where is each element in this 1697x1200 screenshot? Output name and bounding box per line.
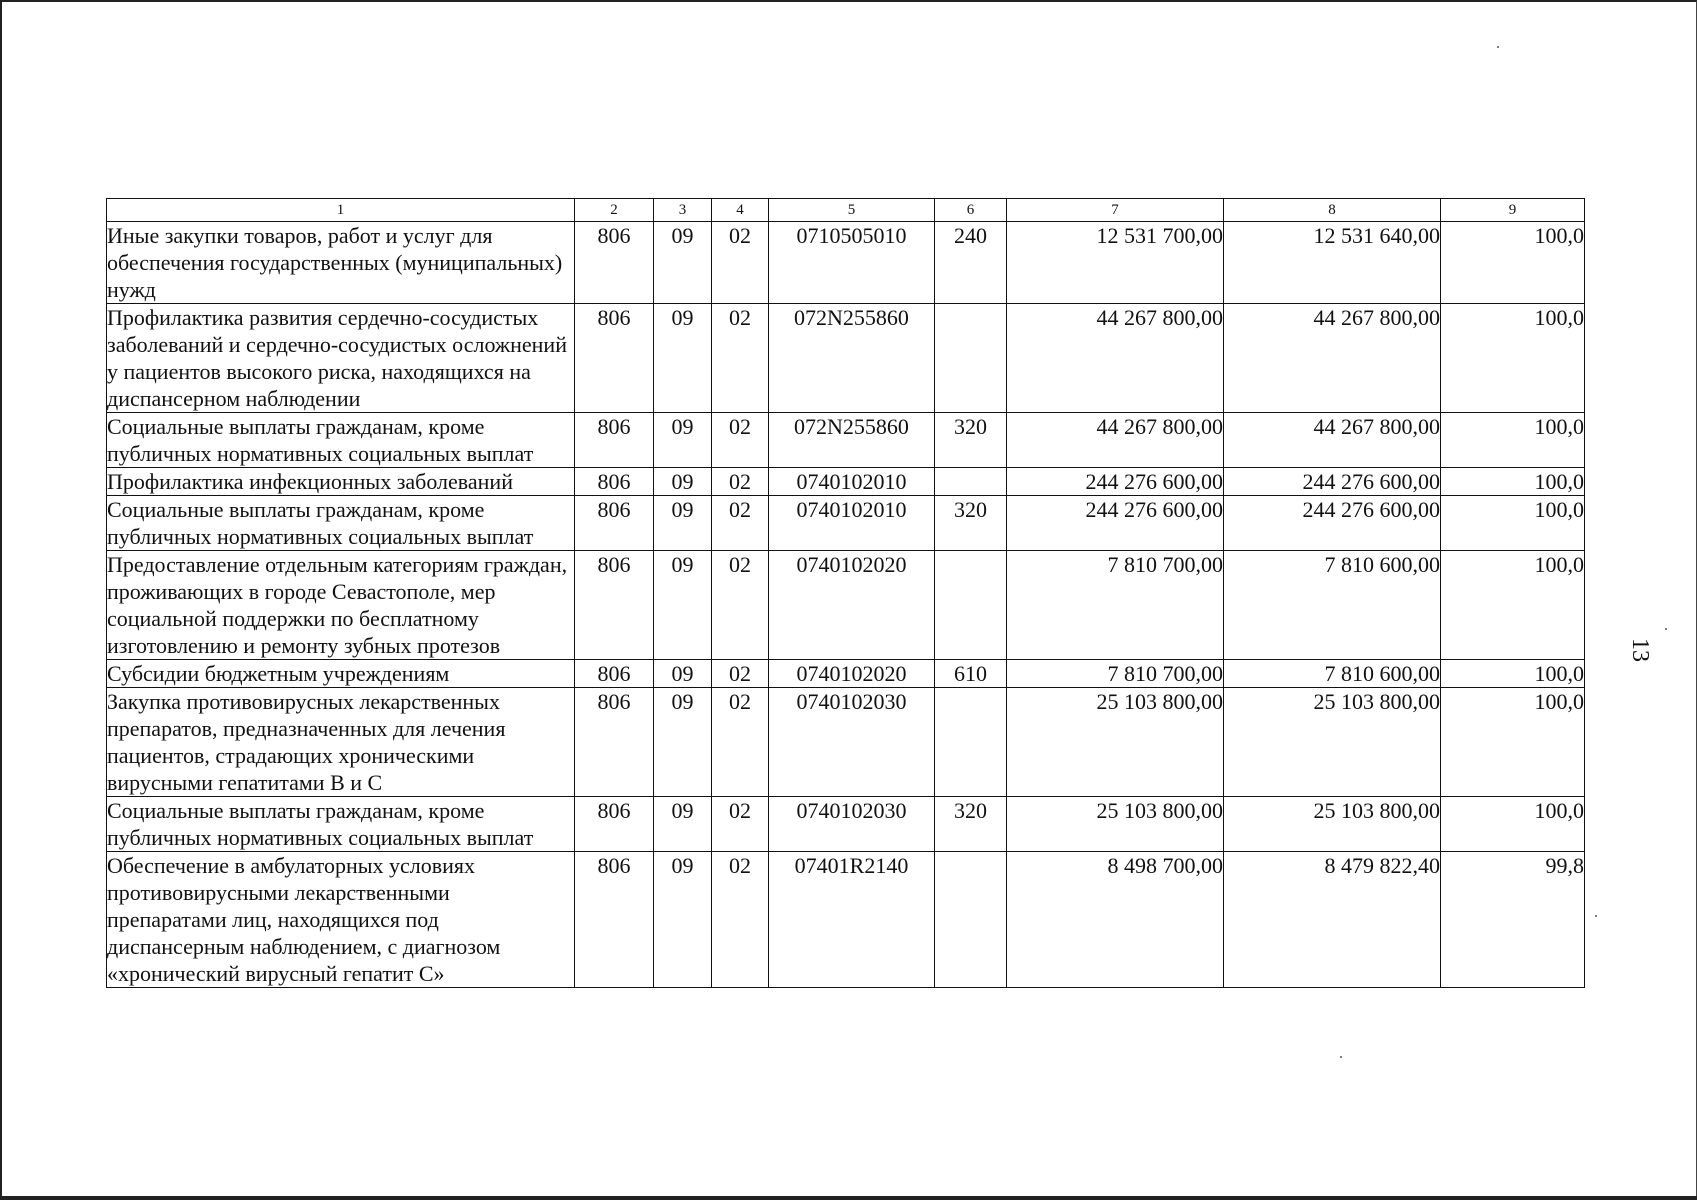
subsection-code-cell: 02 xyxy=(712,222,769,304)
ministry-code-cell: 806 xyxy=(575,551,654,660)
execution-percent-cell: 100,0 xyxy=(1441,688,1585,797)
target-article-cell: 0740102030 xyxy=(769,797,935,852)
scan-speck xyxy=(1497,46,1499,48)
ministry-code-cell: 806 xyxy=(575,852,654,988)
item-name-cell: Социальные выплаты гражданам, кроме публичных нормативных социальных выплат xyxy=(107,496,575,551)
section-code-cell: 09 xyxy=(654,660,712,688)
executed-amount-cell: 244 276 600,00 xyxy=(1224,496,1441,551)
planned-amount-cell: 25 103 800,00 xyxy=(1007,797,1224,852)
section-code-cell: 09 xyxy=(654,468,712,496)
column-number-1: 1 xyxy=(107,199,575,222)
expense-type-cell xyxy=(935,468,1007,496)
executed-amount-cell: 12 531 640,00 xyxy=(1224,222,1441,304)
column-number-5: 5 xyxy=(769,199,935,222)
ministry-code-cell: 806 xyxy=(575,797,654,852)
execution-percent-cell: 100,0 xyxy=(1441,496,1585,551)
column-number-3: 3 xyxy=(654,199,712,222)
execution-percent-cell: 100,0 xyxy=(1441,304,1585,413)
expense-type-cell: 320 xyxy=(935,496,1007,551)
scan-bottom-edge xyxy=(0,1196,1697,1200)
section-code-cell: 09 xyxy=(654,496,712,551)
scan-speck xyxy=(1340,1056,1342,1058)
planned-amount-cell: 44 267 800,00 xyxy=(1007,413,1224,468)
planned-amount-cell: 44 267 800,00 xyxy=(1007,304,1224,413)
item-name-cell: Социальные выплаты гражданам, кроме публичных нормативных социальных выплат xyxy=(107,413,575,468)
subsection-code-cell: 02 xyxy=(712,660,769,688)
planned-amount-cell: 7 810 700,00 xyxy=(1007,660,1224,688)
ministry-code-cell: 806 xyxy=(575,468,654,496)
table-row xyxy=(107,797,1585,852)
planned-amount-cell: 7 810 700,00 xyxy=(1007,551,1224,660)
executed-amount-cell: 8 479 822,40 xyxy=(1224,852,1441,988)
ministry-code-cell: 806 xyxy=(575,660,654,688)
execution-percent-cell: 100,0 xyxy=(1441,797,1585,852)
ministry-code-cell: 806 xyxy=(575,304,654,413)
executed-amount-cell: 244 276 600,00 xyxy=(1224,468,1441,496)
target-article-cell: 0740102010 xyxy=(769,496,935,551)
expense-type-cell xyxy=(935,688,1007,797)
item-name-cell: Иные закупки товаров, работ и услуг для обеспечения государственных (муниципальных) нужд xyxy=(107,222,575,304)
item-name-cell: Профилактика инфекционных заболеваний xyxy=(107,468,575,496)
planned-amount-cell: 8 498 700,00 xyxy=(1007,852,1224,988)
execution-percent-cell: 100,0 xyxy=(1441,413,1585,468)
column-number-9: 9 xyxy=(1441,199,1585,222)
table-row xyxy=(107,468,1585,496)
planned-amount-cell: 244 276 600,00 xyxy=(1007,496,1224,551)
subsection-code-cell: 02 xyxy=(712,304,769,413)
ministry-code-cell: 806 xyxy=(575,222,654,304)
scan-speck xyxy=(1665,628,1667,630)
table-row xyxy=(107,222,1585,304)
table-row xyxy=(107,688,1585,797)
item-name-cell: Социальные выплаты гражданам, кроме публичных нормативных социальных выплат xyxy=(107,797,575,852)
item-name-cell: Обеспечение в амбулаторных условиях противовирусными лекарственными препаратами лиц, находящихся под диспансерным наблюдением, с диагнозом «хронический вирусный гепатит С» xyxy=(107,852,575,988)
column-number-7: 7 xyxy=(1007,199,1224,222)
table-header xyxy=(107,199,1585,222)
item-name-cell: Профилактика развития сердечно-сосудистых заболеваний и сердечно-сосудистых осложнений у пациентов высокого риска, находящихся на диспансерном наблюдении xyxy=(107,304,575,413)
planned-amount-cell: 244 276 600,00 xyxy=(1007,468,1224,496)
subsection-code-cell: 02 xyxy=(712,852,769,988)
section-code-cell: 09 xyxy=(654,797,712,852)
execution-percent-cell: 100,0 xyxy=(1441,222,1585,304)
target-article-cell: 0740102030 xyxy=(769,688,935,797)
section-code-cell: 09 xyxy=(654,413,712,468)
subsection-code-cell: 02 xyxy=(712,688,769,797)
page-number: 13 xyxy=(1627,638,1653,662)
subsection-code-cell: 02 xyxy=(712,468,769,496)
target-article-cell: 0740102020 xyxy=(769,660,935,688)
expense-type-cell: 320 xyxy=(935,797,1007,852)
expense-type-cell: 240 xyxy=(935,222,1007,304)
target-article-cell: 0710505010 xyxy=(769,222,935,304)
section-code-cell: 09 xyxy=(654,551,712,660)
table-row xyxy=(107,852,1585,988)
subsection-code-cell: 02 xyxy=(712,797,769,852)
executed-amount-cell: 25 103 800,00 xyxy=(1224,797,1441,852)
execution-percent-cell: 100,0 xyxy=(1441,660,1585,688)
table-row xyxy=(107,304,1585,413)
executed-amount-cell: 44 267 800,00 xyxy=(1224,304,1441,413)
execution-percent-cell: 99,8 xyxy=(1441,852,1585,988)
executed-amount-cell: 7 810 600,00 xyxy=(1224,551,1441,660)
item-name-cell: Закупка противовирусных лекарственных препаратов, предназначенных для лечения пациентов, страдающих хроническими вирусными гепатитами В и С xyxy=(107,688,575,797)
table-row xyxy=(107,496,1585,551)
table-row xyxy=(107,551,1585,660)
ministry-code-cell: 806 xyxy=(575,688,654,797)
item-name-cell: Субсидии бюджетным учреждениям xyxy=(107,660,575,688)
table-row xyxy=(107,660,1585,688)
planned-amount-cell: 12 531 700,00 xyxy=(1007,222,1224,304)
subsection-code-cell: 02 xyxy=(712,413,769,468)
planned-amount-cell: 25 103 800,00 xyxy=(1007,688,1224,797)
target-article-cell: 07401R2140 xyxy=(769,852,935,988)
executed-amount-cell: 7 810 600,00 xyxy=(1224,660,1441,688)
ministry-code-cell: 806 xyxy=(575,496,654,551)
target-article-cell: 072N255860 xyxy=(769,413,935,468)
target-article-cell: 0740102020 xyxy=(769,551,935,660)
subsection-code-cell: 02 xyxy=(712,551,769,660)
expense-type-cell: 610 xyxy=(935,660,1007,688)
expense-type-cell xyxy=(935,551,1007,660)
scan-speck xyxy=(1595,915,1597,917)
execution-percent-cell: 100,0 xyxy=(1441,551,1585,660)
budget-execution-table xyxy=(106,198,1585,988)
section-code-cell: 09 xyxy=(654,688,712,797)
column-number-4: 4 xyxy=(712,199,769,222)
target-article-cell: 0740102010 xyxy=(769,468,935,496)
expense-type-cell: 320 xyxy=(935,413,1007,468)
executed-amount-cell: 44 267 800,00 xyxy=(1224,413,1441,468)
item-name-cell: Предоставление отдельным категориям граждан, проживающих в городе Севастополе, мер социальной поддержки по бесплатному изготовлению и ремонту зубных протезов xyxy=(107,551,575,660)
table-row xyxy=(107,413,1585,468)
section-code-cell: 09 xyxy=(654,304,712,413)
expense-type-cell xyxy=(935,304,1007,413)
section-code-cell: 09 xyxy=(654,852,712,988)
column-number-2: 2 xyxy=(575,199,654,222)
expense-type-cell xyxy=(935,852,1007,988)
executed-amount-cell: 25 103 800,00 xyxy=(1224,688,1441,797)
table-body xyxy=(107,222,1585,988)
target-article-cell: 072N255860 xyxy=(769,304,935,413)
column-number-8: 8 xyxy=(1224,199,1441,222)
execution-percent-cell: 100,0 xyxy=(1441,468,1585,496)
column-number-6: 6 xyxy=(935,199,1007,222)
column-number-row xyxy=(107,199,1585,222)
subsection-code-cell: 02 xyxy=(712,496,769,551)
section-code-cell: 09 xyxy=(654,222,712,304)
ministry-code-cell: 806 xyxy=(575,413,654,468)
